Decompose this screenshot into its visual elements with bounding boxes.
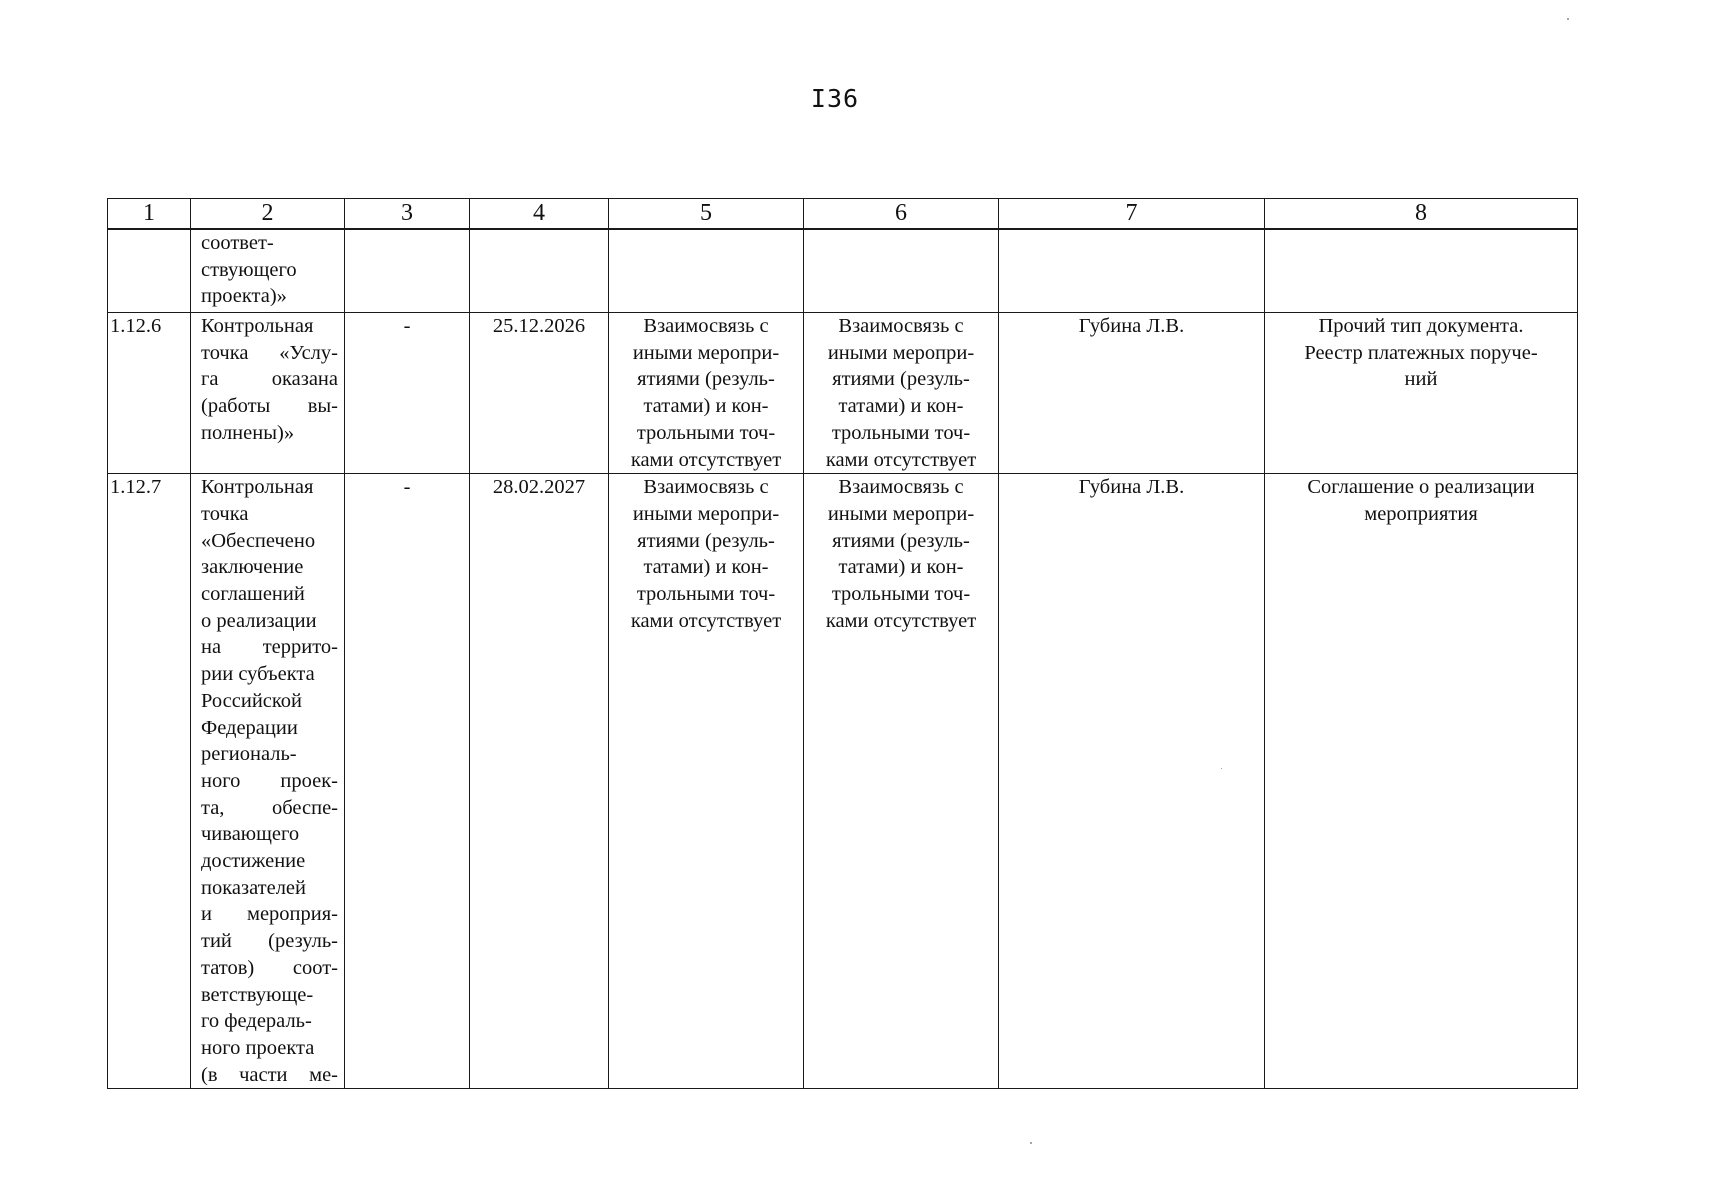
relation-line: иными меропри-: [827, 341, 975, 364]
table-row-continuation: [108, 229, 1578, 313]
row-col6-cell: [804, 474, 999, 1089]
row-name-cell: [191, 474, 345, 1089]
name-line: (в части ме-: [201, 1063, 338, 1086]
row-date: 28.02.2027: [470, 474, 609, 1089]
name-line: соответ-: [201, 232, 274, 254]
relation-line: ятиями (резуль-: [637, 529, 775, 552]
relation-line: трольными точ-: [636, 421, 776, 444]
row-number-cell: [108, 229, 191, 313]
name-line: Федерации: [201, 716, 298, 739]
relation-line: трольными точ-: [831, 421, 971, 444]
column-header-6: 6: [804, 199, 999, 230]
row-col6-cell: [804, 229, 999, 313]
name-line: чивающего: [201, 823, 300, 846]
relation-line: ятиями (резуль-: [637, 368, 775, 391]
relation-line: татами) и кон-: [838, 556, 964, 579]
row-col3: -: [345, 313, 470, 474]
name-line: региональ-: [201, 743, 297, 766]
name-line: го федераль-: [201, 1010, 312, 1033]
page-number: I36: [810, 84, 860, 113]
column-header-8: 8: [1265, 199, 1578, 230]
document-line: мероприятия: [1364, 502, 1478, 525]
row-col8-cell: [1265, 313, 1578, 474]
row-responsible-cell: [999, 229, 1265, 313]
table-row: [108, 474, 1578, 1089]
name-line: точка: [201, 502, 249, 525]
name-line: татов) соот-: [201, 956, 338, 979]
name-line: га оказана: [201, 368, 338, 391]
name-line: о реализации: [201, 609, 317, 632]
row-col3: -: [345, 474, 470, 1089]
relation-line: татами) и кон-: [838, 395, 964, 418]
name-line: Контрольная: [201, 476, 314, 499]
name-line: проекта)»: [201, 285, 287, 308]
scan-speck: [1567, 18, 1569, 20]
row-responsible: Губина Л.В.: [999, 313, 1265, 474]
column-header-row: [108, 199, 1578, 230]
relation-line: Взаимосвязь с: [643, 476, 769, 499]
name-line: та, обеспе-: [201, 796, 338, 819]
name-line: на террито-: [201, 636, 338, 659]
name-line: соглашений: [201, 583, 305, 606]
name-line: ветствующе-: [201, 983, 314, 1006]
relation-line: ками отсутствует: [630, 448, 782, 471]
relation-line: Взаимосвязь с: [838, 476, 964, 499]
column-header-2: 2: [191, 199, 345, 230]
relation-line: Взаимосвязь с: [643, 315, 769, 337]
relation-line: татами) и кон-: [643, 556, 769, 579]
name-line: «Обеспечено: [201, 529, 316, 552]
name-line: тий (резуль-: [201, 930, 338, 953]
row-col5-cell: [609, 474, 804, 1089]
row-name-cell: [191, 229, 345, 313]
relation-line: ятиями (резуль-: [832, 529, 970, 552]
name-line: ного проек-: [201, 769, 338, 792]
column-header-4: 4: [470, 199, 609, 230]
row-name-cell: [191, 313, 345, 474]
row-col5-cell: [609, 229, 804, 313]
relation-line: ятиями (резуль-: [832, 368, 970, 391]
document-line: ний: [1404, 368, 1438, 391]
name-line: достижение: [201, 850, 306, 873]
row-date-cell: [470, 229, 609, 313]
relation-line: иными меропри-: [827, 502, 975, 525]
name-line: Контрольная: [201, 315, 314, 337]
row-col6-cell: [804, 313, 999, 474]
relation-line: Взаимосвязь с: [838, 315, 964, 337]
name-line: Российской: [201, 689, 303, 712]
column-header-3: 3: [345, 199, 470, 230]
relation-line: ками отсутствует: [630, 609, 782, 632]
scan-speck: [1221, 768, 1222, 769]
relation-line: трольными точ-: [636, 583, 776, 606]
document-line: Соглашение о реализации: [1307, 476, 1535, 499]
row-col3-cell: [345, 229, 470, 313]
name-line: (работы вы-: [201, 395, 338, 418]
scan-speck: [1030, 1142, 1032, 1144]
column-header-5: 5: [609, 199, 804, 230]
row-date: 25.12.2026: [470, 313, 609, 474]
row-col5-cell: [609, 313, 804, 474]
relation-line: иными меропри-: [632, 502, 780, 525]
activities-table: [107, 198, 1578, 1089]
relation-line: ками отсутствует: [825, 609, 977, 632]
row-responsible: Губина Л.В.: [999, 474, 1265, 1089]
name-line: точка «Услу-: [201, 341, 338, 364]
relation-line: иными меропри-: [632, 341, 780, 364]
name-line: ствующего: [201, 258, 297, 281]
name-line: и мероприя-: [201, 903, 338, 926]
relation-line: татами) и кон-: [643, 395, 769, 418]
name-line: ного проекта: [201, 1036, 315, 1059]
row-number: 1.12.6: [108, 313, 191, 474]
document-line: Реестр платежных поруче-: [1304, 341, 1538, 364]
row-col8-cell: [1265, 474, 1578, 1089]
row-col8-cell: [1265, 229, 1578, 313]
name-line: рии субъекта: [201, 663, 315, 686]
name-line: полнены)»: [201, 421, 295, 444]
name-line: заключение: [201, 556, 304, 579]
document-line: Прочий тип документа.: [1318, 315, 1524, 337]
row-number: 1.12.7: [108, 474, 191, 1089]
column-header-7: 7: [999, 199, 1265, 230]
name-line: показателей: [201, 876, 306, 899]
table-row: [108, 313, 1578, 474]
relation-line: трольными точ-: [831, 583, 971, 606]
relation-line: ками отсутствует: [825, 448, 977, 471]
column-header-1: 1: [108, 199, 191, 230]
